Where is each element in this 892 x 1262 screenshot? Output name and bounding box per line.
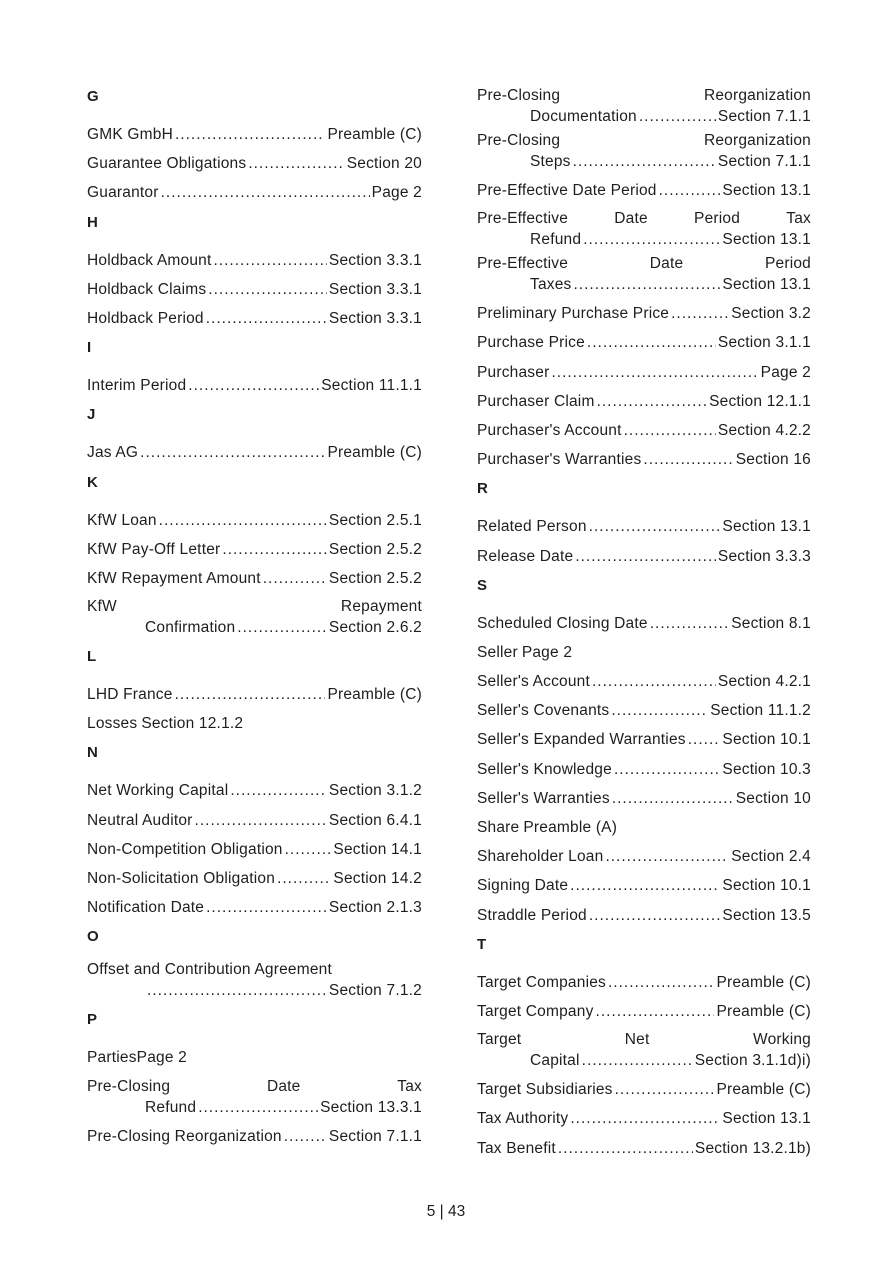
- index-reference: Section 7.1.1: [328, 1127, 422, 1145]
- index-term: Seller's Expanded Warranties: [477, 731, 686, 749]
- dot-leader: [583, 229, 720, 250]
- index-entry: [87, 246, 422, 275]
- dot-leader: [284, 1122, 327, 1151]
- dot-leader: [615, 1075, 715, 1104]
- index-term: Shareholder Loan: [477, 848, 604, 866]
- index-entry: [477, 696, 811, 725]
- index-term: KfW Loan: [87, 511, 157, 529]
- section-letter: T: [477, 935, 487, 953]
- index-term-line: [477, 1030, 811, 1050]
- index-term-continuation: [87, 617, 422, 638]
- index-entry: [477, 725, 811, 754]
- index-term: Seller's Covenants: [477, 702, 610, 720]
- index-term: Target Company: [477, 1002, 594, 1020]
- dot-leader: [206, 304, 327, 333]
- index-reference: Section 2.5.2: [328, 540, 422, 558]
- index-term-word: Tax: [397, 1077, 422, 1095]
- index-term: Purchaser's Account: [477, 421, 622, 439]
- index-entry-wrapped: [87, 597, 422, 638]
- index-reference: Section 2.1.3: [328, 899, 422, 917]
- index-term-word: Repayment: [340, 598, 422, 616]
- index-reference: Section 3.3.1: [328, 309, 422, 327]
- dot-leader: [263, 564, 327, 593]
- index-reference: Section 10.1: [722, 731, 811, 749]
- index-reference: Section 2.6.2: [328, 619, 422, 637]
- dot-leader: [277, 864, 331, 893]
- index-term-continuation: [477, 1050, 811, 1071]
- index-term-continuation: [477, 229, 811, 250]
- index-entry: [87, 371, 422, 400]
- index-term: KfW Pay-Off Letter: [87, 540, 221, 558]
- index-reference: Preamble (C): [716, 1002, 811, 1020]
- dot-leader: [624, 416, 716, 445]
- dot-leader: [605, 842, 729, 871]
- index-entry: [477, 445, 811, 474]
- index-entry: [477, 755, 811, 784]
- dot-leader: [671, 299, 729, 328]
- index-term: Seller: [477, 643, 518, 661]
- section-letter: O: [87, 928, 99, 946]
- index-reference: Section 12.1.2: [141, 715, 244, 733]
- dot-leader: [237, 617, 327, 638]
- section-letter: J: [87, 406, 96, 424]
- index-reference: Section 3.3.3: [717, 547, 811, 565]
- index-term-word: KfW: [87, 598, 117, 616]
- dot-leader: [688, 725, 721, 754]
- index-entry: [477, 542, 811, 571]
- dot-leader: [608, 968, 714, 997]
- index-entry: [477, 901, 811, 930]
- index-reference: Section 3.1.1: [717, 334, 811, 352]
- index-reference: Section 4.2.2: [717, 421, 811, 439]
- index-term: Net Working Capital: [87, 782, 229, 800]
- index-term-word: Date: [649, 255, 684, 273]
- dot-leader: [206, 893, 327, 922]
- index-reference: Section 2.4: [731, 848, 811, 866]
- index-term-word: Working: [753, 1031, 811, 1049]
- index-reference: Preamble (C): [327, 444, 422, 462]
- dot-leader: [587, 328, 716, 357]
- index-term-line: [477, 131, 811, 151]
- dot-leader: [570, 871, 720, 900]
- section-letter: I: [87, 339, 92, 357]
- index-reference: Section 3.3.1: [328, 251, 422, 269]
- index-term-line: [477, 86, 811, 106]
- index-term-line: [87, 1077, 422, 1097]
- index-term-word: Reorganization: [703, 87, 811, 104]
- dot-leader: [596, 997, 715, 1026]
- index-entry-wrapped: [477, 254, 811, 295]
- index-term: Scheduled Closing Date: [477, 614, 648, 632]
- index-column-left: [87, 82, 422, 1151]
- index-reference: Page 2: [521, 643, 573, 661]
- index-term: Pre-Effective Date Period: [477, 182, 657, 199]
- index-reference: Preamble (C): [327, 126, 422, 143]
- index-entry: [87, 1043, 422, 1072]
- index-term: Seller's Warranties: [477, 789, 610, 807]
- dot-leader: [612, 784, 734, 813]
- dot-leader: [140, 438, 325, 467]
- index-reference: Page 2: [371, 184, 422, 202]
- index-term: Non-Competition Obligation: [87, 840, 283, 858]
- index-reference: Section 13.3.1: [320, 1098, 422, 1116]
- index-entry: [477, 416, 811, 445]
- index-term: GMK GmbH: [87, 126, 173, 143]
- dot-leader: [574, 274, 721, 295]
- dot-leader: [248, 149, 344, 178]
- index-entry: [477, 968, 811, 997]
- index-entry: [87, 120, 422, 149]
- index-term-word: Pre-Closing: [87, 1077, 171, 1095]
- dot-leader: [214, 246, 327, 275]
- index-entry: [477, 667, 811, 696]
- section-letter: K: [87, 473, 98, 491]
- index-term-word: Net: [624, 1031, 650, 1049]
- dot-leader: [639, 106, 716, 127]
- index-entry: [477, 358, 811, 387]
- index-entry-wrapped: [477, 86, 811, 127]
- index-term: Guarantor: [87, 184, 159, 202]
- dot-leader: [147, 980, 327, 1001]
- index-term-word: Date: [266, 1077, 301, 1095]
- index-entry-wrapped: [87, 960, 422, 1001]
- index-term-word: Pre-Closing: [477, 87, 561, 104]
- index-reference: Preamble (A): [523, 819, 618, 836]
- index-term-cont: Refund: [530, 231, 582, 249]
- index-reference: Preamble (C): [716, 1081, 811, 1099]
- index-entry: [477, 299, 811, 328]
- index-term-continuation: [477, 106, 811, 127]
- index-term: Holdback Period: [87, 309, 204, 327]
- index-reference: Section 3.1.2: [328, 782, 422, 800]
- index-entry: [477, 784, 811, 813]
- section-letter: L: [87, 648, 97, 666]
- index-term-word: Reorganization: [703, 132, 811, 149]
- index-term-cont: Taxes: [530, 276, 572, 294]
- index-reference: Section 7.1.2: [328, 982, 422, 1000]
- index-entry: [477, 842, 811, 871]
- index-term: Straddle Period: [477, 906, 587, 924]
- index-entry: [87, 680, 422, 709]
- dot-leader: [573, 151, 716, 172]
- index-entry: [477, 328, 811, 357]
- index-term: Neutral Auditor: [87, 811, 193, 829]
- index-term: Seller's Knowledge: [477, 760, 612, 778]
- index-entry: [87, 835, 422, 864]
- index-reference: Section 10: [735, 789, 811, 807]
- index-term-word: Period: [694, 210, 741, 228]
- dot-leader: [230, 776, 327, 805]
- index-term: Seller's Account: [477, 673, 590, 691]
- index-entry: [87, 438, 422, 467]
- index-term-word: Tax: [786, 210, 811, 228]
- index-term-line: [87, 960, 422, 980]
- section-letter: G: [87, 88, 99, 105]
- index-reference: Section 14.1: [333, 840, 422, 858]
- dot-leader: [175, 680, 326, 709]
- dot-leader: [650, 609, 730, 638]
- dot-leader: [582, 1050, 693, 1071]
- dot-leader: [188, 371, 319, 400]
- index-term: Interim Period: [87, 377, 187, 395]
- index-entry: [477, 1104, 811, 1133]
- index-term-line: [477, 209, 811, 229]
- index-reference: Section 3.3.1: [328, 280, 422, 298]
- dot-leader: [611, 696, 708, 725]
- index-entry: [87, 304, 422, 333]
- index-entry: [477, 1134, 811, 1163]
- dot-leader: [285, 835, 332, 864]
- dot-leader: [592, 667, 716, 696]
- index-term: Guarantee Obligations: [87, 155, 247, 173]
- index-term-continuation: [87, 980, 422, 1001]
- index-term-continuation: [477, 151, 811, 172]
- dot-leader: [558, 1134, 693, 1163]
- index-entry: [477, 609, 811, 638]
- index-reference: Section 13.1: [722, 1110, 811, 1128]
- dot-leader: [570, 1104, 720, 1133]
- index-reference: Section 16: [735, 451, 811, 469]
- index-entry: [87, 178, 422, 207]
- index-entry-wrapped: [477, 131, 811, 172]
- index-entry: [87, 806, 422, 835]
- dot-leader: [175, 120, 325, 149]
- dot-leader: [222, 535, 327, 564]
- index-entry: [477, 176, 811, 205]
- section-letter: R: [477, 480, 488, 498]
- index-term: Preliminary Purchase Price: [477, 305, 670, 323]
- index-term: Parties: [87, 1049, 137, 1067]
- dot-leader: [643, 445, 733, 474]
- index-term-cont: Documentation: [530, 108, 637, 125]
- index-reference: Section 3.2: [731, 305, 811, 323]
- section-letter: S: [477, 576, 488, 594]
- index-term: Tax Authority: [477, 1110, 569, 1128]
- index-entry: [477, 1075, 811, 1104]
- index-reference: Section 13.2.1b): [694, 1139, 811, 1157]
- index-term-word: Target: [477, 1031, 522, 1049]
- index-term: Related Person: [477, 518, 587, 536]
- dot-leader: [198, 1097, 318, 1118]
- dot-leader: [575, 542, 716, 571]
- index-reference: Section 20: [346, 155, 422, 173]
- index-term: LHD France: [87, 686, 173, 704]
- section-letter: N: [87, 744, 98, 762]
- index-entry: [477, 813, 811, 842]
- index-term: Purchaser: [477, 363, 550, 381]
- dot-leader: [589, 512, 721, 541]
- index-term-line: [477, 254, 811, 274]
- section-letter: H: [87, 213, 98, 231]
- index-term: Share: [477, 819, 520, 836]
- index-term: Holdback Claims: [87, 280, 207, 298]
- index-entry-wrapped: [477, 1030, 811, 1071]
- section-letter: P: [87, 1011, 98, 1029]
- index-reference: Section 10.3: [722, 760, 811, 778]
- index-term: Losses: [87, 715, 138, 733]
- index-reference: Section 13.1: [722, 182, 811, 199]
- index-reference: Preamble (C): [716, 973, 811, 991]
- index-reference: Page 2: [136, 1049, 187, 1067]
- index-entry: [87, 506, 422, 535]
- index-reference: Section 10.1: [722, 877, 811, 895]
- index-term-word: Pre-Closing: [477, 132, 561, 149]
- index-entry: [87, 864, 422, 893]
- index-term-continuation: [87, 1097, 422, 1118]
- index-entry: [87, 149, 422, 178]
- index-term: Signing Date: [477, 877, 569, 895]
- index-term-cont: Steps: [530, 153, 571, 170]
- index-entry: [87, 893, 422, 922]
- dot-leader: [161, 178, 370, 207]
- dot-leader: [589, 901, 721, 930]
- index-entry: [87, 564, 422, 593]
- index-entry: [477, 638, 811, 667]
- dot-leader: [208, 275, 327, 304]
- index-term: Pre-Closing Reorganization: [87, 1127, 282, 1145]
- index-reference: Section 4.2.1: [717, 673, 811, 691]
- index-term: Target Companies: [477, 973, 606, 991]
- dot-leader: [597, 387, 708, 416]
- index-entry: [87, 535, 422, 564]
- index-reference: Section 14.2: [333, 870, 422, 887]
- index-reference: Section 11.1.1: [321, 377, 422, 395]
- index-term: Holdback Amount: [87, 251, 212, 269]
- index-entry: [477, 512, 811, 541]
- dot-leader: [614, 755, 720, 784]
- index-entry: [87, 709, 422, 738]
- index-term-cont: Capital: [530, 1052, 580, 1070]
- index-reference: Section 7.1.1: [717, 108, 811, 125]
- index-term-word: Period: [764, 255, 811, 273]
- index-term: Release Date: [477, 547, 574, 565]
- index-term-word: Pre-Effective: [477, 255, 569, 273]
- index-reference: Section 2.5.2: [328, 569, 422, 587]
- index-term: KfW Repayment Amount: [87, 569, 261, 587]
- dot-leader: [195, 806, 327, 835]
- index-term: Notification Date: [87, 899, 205, 917]
- index-reference: Section 13.1: [722, 276, 811, 294]
- index-entry: [477, 871, 811, 900]
- index-entry: [87, 776, 422, 805]
- index-reference: Section 2.5.1: [328, 511, 422, 529]
- index-term: Jas AG: [87, 444, 139, 462]
- index-term-word: Pre-Effective: [477, 210, 569, 228]
- index-reference: Section 13.1: [722, 518, 811, 536]
- index-term-cont: Confirmation: [145, 619, 236, 637]
- index-reference: Preamble (C): [327, 686, 422, 704]
- index-term: Non-Solicitation Obligation: [87, 870, 276, 887]
- page-number: 5 | 43: [426, 1203, 466, 1220]
- index-term: Target Subsidiaries: [477, 1081, 613, 1099]
- index-term: Tax Benefit: [477, 1139, 556, 1157]
- index-term-word: Date: [614, 210, 648, 228]
- index-entry-wrapped: [87, 1077, 422, 1118]
- index-column-right: [477, 82, 811, 1163]
- index-reference: Section 13.5: [722, 906, 811, 924]
- index-term-line: [87, 597, 422, 617]
- index-entry: [477, 997, 811, 1026]
- dot-leader: [659, 176, 721, 205]
- index-term: Purchaser Claim: [477, 392, 595, 410]
- index-entry-wrapped: [477, 209, 811, 250]
- index-term: Purchaser's Warranties: [477, 451, 642, 469]
- index-reference: Section 7.1.1: [717, 153, 811, 170]
- index-reference: Section 12.1.1: [709, 392, 811, 410]
- index-term: Purchase Price: [477, 334, 585, 352]
- index-term-cont: Refund: [145, 1098, 197, 1116]
- index-term-continuation: [477, 274, 811, 295]
- index-reference: Section 8.1: [731, 614, 811, 632]
- index-reference: Section 11.1.2: [710, 702, 811, 720]
- index-reference: Section 3.1.1d)i): [694, 1052, 811, 1070]
- index-entry: [477, 387, 811, 416]
- index-term-word: Offset and Contribution Agreement: [87, 961, 332, 979]
- index-reference: Section 13.1: [722, 231, 811, 249]
- index-reference: Page 2: [760, 363, 811, 381]
- index-entry: [87, 1122, 422, 1151]
- dot-leader: [551, 358, 758, 387]
- dot-leader: [159, 506, 327, 535]
- index-reference: Section 6.4.1: [328, 811, 422, 829]
- index-entry: [87, 275, 422, 304]
